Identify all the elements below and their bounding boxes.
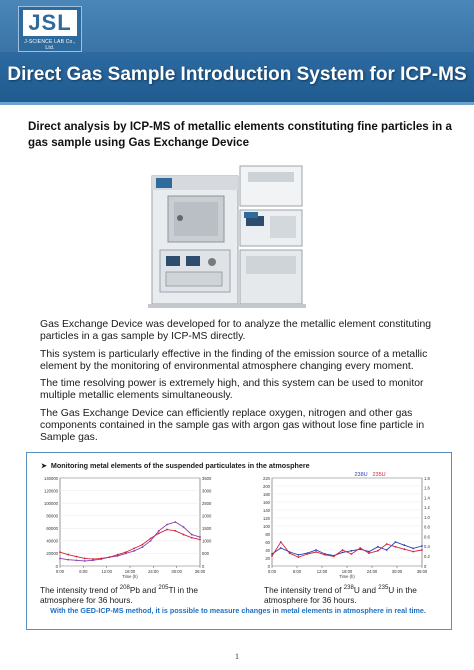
y-tick-label: 200 — [263, 483, 270, 489]
x-tick-label: 0:00 — [55, 569, 65, 574]
footer-note: With the GED-ICP-MS method, it is possible to measure changes in metal elements in atmosphere in real time. — [50, 606, 426, 615]
y2-tick-label: 0.4 — [424, 544, 430, 550]
data-point — [141, 546, 143, 548]
subheading: Direct analysis by ICP-MS of metallic elements constituting fine particles in a gas sample using Gas Exchange Device — [28, 120, 452, 149]
x-tick-label: 30:00 — [171, 569, 182, 574]
data-point — [158, 532, 160, 534]
logo-mark: JSL — [23, 10, 77, 36]
y2-tick-label: 0.6 — [424, 534, 430, 540]
data-point — [342, 552, 344, 554]
x-axis-label: Time (h) — [339, 574, 355, 579]
y-tick-label: 120000 — [44, 488, 58, 494]
data-point — [421, 545, 423, 547]
x-tick-label: 6:00 — [79, 569, 88, 574]
monitoring-heading-text: Monitoring metal elements of the suspended particulates in the atmosphere — [50, 461, 310, 470]
data-point — [271, 555, 273, 557]
x-tick-label: 0:00 — [267, 569, 277, 574]
data-point — [125, 551, 127, 553]
y2-tick-label: 1.6 — [424, 485, 430, 491]
x-tick-label: 6:00 — [292, 569, 302, 574]
y2-tick-label: 2000 — [202, 513, 212, 519]
data-point — [76, 556, 78, 558]
plot-frame — [60, 478, 200, 566]
data-point — [199, 536, 201, 538]
data-point — [315, 551, 317, 553]
y-tick-label: 220 — [263, 475, 270, 481]
y2-tick-label: 1.8 — [424, 475, 430, 481]
page-number: 1 — [235, 652, 239, 661]
y-tick-label: 180 — [263, 491, 270, 497]
data-point — [191, 537, 193, 539]
x-tick-label: 12:00 — [101, 569, 112, 574]
data-point — [174, 521, 176, 523]
data-point — [84, 560, 86, 562]
data-point — [133, 548, 135, 550]
y2-tick-label: 3500 — [202, 475, 212, 481]
logo-subtitle: J-SCIENCE LAB Co., Ltd. — [24, 39, 76, 51]
data-point — [395, 546, 397, 548]
pb-tl-trend-chart — [34, 472, 222, 582]
caption-sup: 238 — [343, 585, 354, 591]
data-point — [166, 529, 168, 531]
data-point — [403, 544, 405, 546]
y-tick-label: 20 — [265, 555, 270, 561]
data-point — [368, 551, 370, 553]
y-tick-label: 120 — [263, 515, 270, 521]
y-tick-label: 20000 — [46, 551, 58, 557]
data-point — [324, 554, 326, 556]
data-point — [59, 558, 61, 560]
data-point — [298, 554, 300, 556]
y-tick-label: 80 — [265, 531, 270, 537]
data-point — [150, 537, 152, 539]
data-point — [183, 534, 185, 536]
y-tick-label: 100000 — [44, 500, 58, 506]
y2-tick-label: 0.8 — [424, 524, 430, 530]
y2-tick-label: 0 — [424, 563, 427, 569]
caption-text: atmosphere for 36 hours. — [264, 594, 357, 605]
data-point — [141, 544, 143, 546]
data-point — [191, 534, 193, 536]
caption-sup: 208 — [119, 585, 130, 591]
left-chart-caption — [40, 583, 220, 605]
data-point — [377, 550, 379, 552]
y-tick-label: 0 — [55, 563, 58, 569]
y-tick-label: 160 — [263, 499, 270, 505]
data-point — [133, 550, 135, 552]
description-paragraph: The Gas Exchange Device can efficiently replace oxygen, nitrogen and other gas components contained in the sample gas with argon gas without lose fine particle in Sample gas. — [40, 407, 425, 444]
y-tick-label: 60 — [265, 539, 270, 545]
caption-sup: 235 — [378, 585, 389, 591]
data-point — [289, 552, 291, 554]
y2-tick-label: 1.4 — [424, 495, 430, 501]
arrow-bullet-icon: ➤ — [41, 463, 47, 470]
data-point — [386, 549, 388, 551]
y2-tick-label: 1000 — [202, 538, 212, 544]
y2-tick-label: 500 — [202, 551, 209, 557]
caption-text: The intensity trend of — [264, 584, 344, 595]
data-point — [84, 558, 86, 560]
legend-entry: 238U — [354, 472, 368, 478]
data-point — [395, 541, 397, 543]
data-point — [403, 548, 405, 550]
description-paragraph: Gas Exchange Device was developed for to analyze the metallic element constituting particles in a gas sample by ICP-MS directly. — [40, 319, 432, 343]
data-point — [359, 547, 361, 549]
data-point — [183, 526, 185, 528]
data-point — [368, 552, 370, 554]
x-tick-label: 18:00 — [341, 569, 353, 574]
y2-tick-label: 1.2 — [424, 505, 430, 511]
x-axis-label: Time (h) — [122, 574, 138, 579]
data-point — [280, 547, 282, 549]
uranium-trend-chart — [252, 466, 442, 582]
data-point — [59, 551, 61, 553]
y-tick-label: 40 — [265, 547, 270, 553]
x-tick-label: 30:00 — [391, 569, 403, 574]
data-point — [174, 530, 176, 532]
legend-entry: 235U — [372, 472, 386, 478]
gas-exchange-device-photo — [148, 158, 306, 310]
data-point — [280, 541, 282, 543]
data-point — [76, 559, 78, 561]
company-logo — [18, 6, 82, 52]
y-tick-label: 0 — [267, 563, 270, 569]
x-tick-label: 24:00 — [366, 569, 378, 574]
caption-text: The intensity trend of — [40, 584, 120, 595]
data-point — [109, 556, 111, 558]
y2-tick-label: 0.2 — [424, 554, 430, 560]
data-point — [351, 550, 353, 552]
data-point — [333, 556, 335, 558]
data-point — [421, 549, 423, 551]
y2-tick-label: 0 — [202, 563, 205, 569]
data-point — [150, 540, 152, 542]
data-point — [117, 554, 119, 556]
x-tick-label: 36:00 — [416, 569, 428, 574]
caption-text: Pb and — [129, 584, 159, 595]
header-band — [0, 0, 474, 52]
description-paragraph: The time resolving power is extremely high, and this system can be used to monitor multiple metallic elements simultaneously. — [40, 378, 424, 402]
data-point — [412, 548, 414, 550]
description-paragraph: This system is particularly effective in the finding of the emission source of a metallic element by the monitoring of environmental atmosphere changing every moment. — [40, 348, 428, 372]
caption-text: U and — [353, 584, 379, 595]
y-tick-label: 140 — [263, 507, 270, 513]
page-title: Direct Gas Sample Introduction System for ICP-MS — [7, 64, 467, 85]
data-point — [100, 558, 102, 560]
x-tick-label: 12:00 — [316, 569, 328, 574]
y2-tick-label: 1.0 — [424, 514, 430, 520]
data-point — [166, 524, 168, 526]
y-tick-label: 40000 — [46, 538, 58, 544]
data-point — [199, 539, 201, 541]
caption-text: Tl in the — [168, 584, 198, 595]
x-tick-label: 18:00 — [124, 569, 136, 574]
caption-sup: 205 — [158, 585, 169, 591]
plot-frame — [272, 478, 422, 566]
data-point — [342, 549, 344, 551]
y2-tick-label: 2500 — [202, 500, 212, 506]
y-tick-label: 100 — [263, 523, 270, 529]
title-bar — [0, 52, 474, 105]
data-point — [67, 559, 69, 561]
data-point — [67, 554, 69, 556]
y2-tick-label: 1500 — [202, 526, 212, 532]
data-point — [315, 549, 317, 551]
data-point — [158, 530, 160, 532]
right-chart-caption — [264, 583, 444, 605]
data-point — [412, 551, 414, 553]
y-tick-label: 140000 — [44, 475, 58, 481]
x-tick-label: 24:00 — [148, 569, 159, 574]
data-point — [386, 543, 388, 545]
data-point — [298, 556, 300, 558]
y-tick-label: 60000 — [46, 526, 58, 532]
data-point — [377, 546, 379, 548]
data-point — [306, 553, 308, 555]
y-tick-label: 80000 — [46, 513, 58, 519]
x-tick-label: 36:00 — [194, 569, 206, 574]
data-point — [92, 558, 94, 560]
caption-text: atmosphere for 36 hours. — [40, 594, 133, 605]
description — [40, 319, 450, 450]
caption-text: U in the — [388, 584, 417, 595]
data-point — [351, 553, 353, 555]
y2-tick-label: 3000 — [202, 488, 212, 494]
